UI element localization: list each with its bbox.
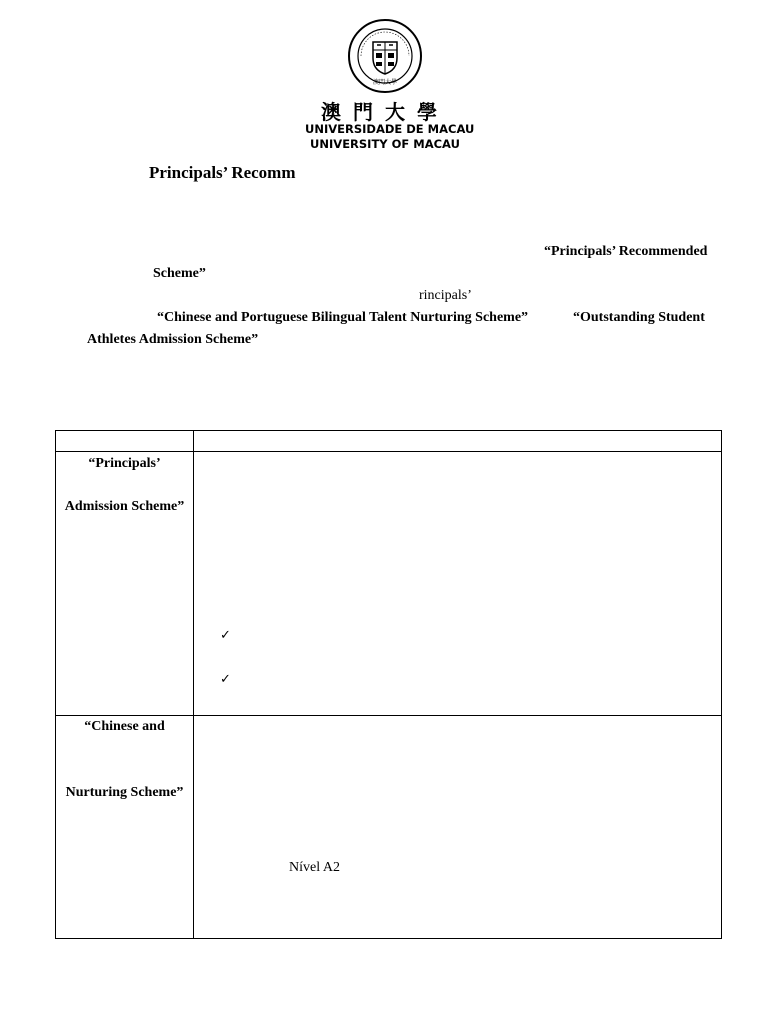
svg-text:澳門大學: 澳門大學 <box>372 79 398 86</box>
university-logo <box>305 18 475 158</box>
row-label-line: Nurturing Scheme” <box>65 785 184 800</box>
row-label-principals <box>56 452 194 716</box>
table-header-row <box>56 431 722 452</box>
schemes-table <box>55 430 722 939</box>
body-scheme-suffix: Scheme” <box>153 266 206 281</box>
body-athletes-scheme-start: “Outstanding Student <box>573 310 705 325</box>
row-label-bilingual <box>56 716 194 939</box>
logo-chinese-name: 澳門大學 <box>321 100 449 124</box>
language-level-text: Nível A2 <box>289 860 340 875</box>
body-athletes-scheme-end: Athletes Admission Scheme” <box>87 332 259 347</box>
table-row <box>56 716 722 939</box>
header-cell-details <box>194 431 722 452</box>
body-principals-fragment: rincipals’ <box>419 288 472 303</box>
checkmark-icon: ✓ <box>220 672 231 687</box>
table-row <box>56 452 722 716</box>
row-label-line: “Chinese and <box>84 719 165 734</box>
body-bilingual-scheme: “Chinese and Portuguese Bilingual Talent Nurturing Scheme” <box>157 310 529 325</box>
logo-english-name: UNIVERSITY OF MACAU <box>310 137 460 151</box>
row-label-line: Admission Scheme” <box>64 499 185 514</box>
row-content-bilingual <box>194 716 722 939</box>
header-cell-scheme <box>56 431 194 452</box>
university-seal-icon <box>343 18 427 94</box>
row-label-line: “Principals’ <box>88 456 161 471</box>
document-title: Principals’ Recomm <box>149 163 296 182</box>
logo-portuguese-name: UNIVERSIDADE DE MACAU <box>305 122 475 136</box>
row-content-principals <box>194 452 722 716</box>
checkmark-icon: ✓ <box>220 628 231 643</box>
body-scheme-name: “Principals’ Recommended <box>544 244 708 259</box>
